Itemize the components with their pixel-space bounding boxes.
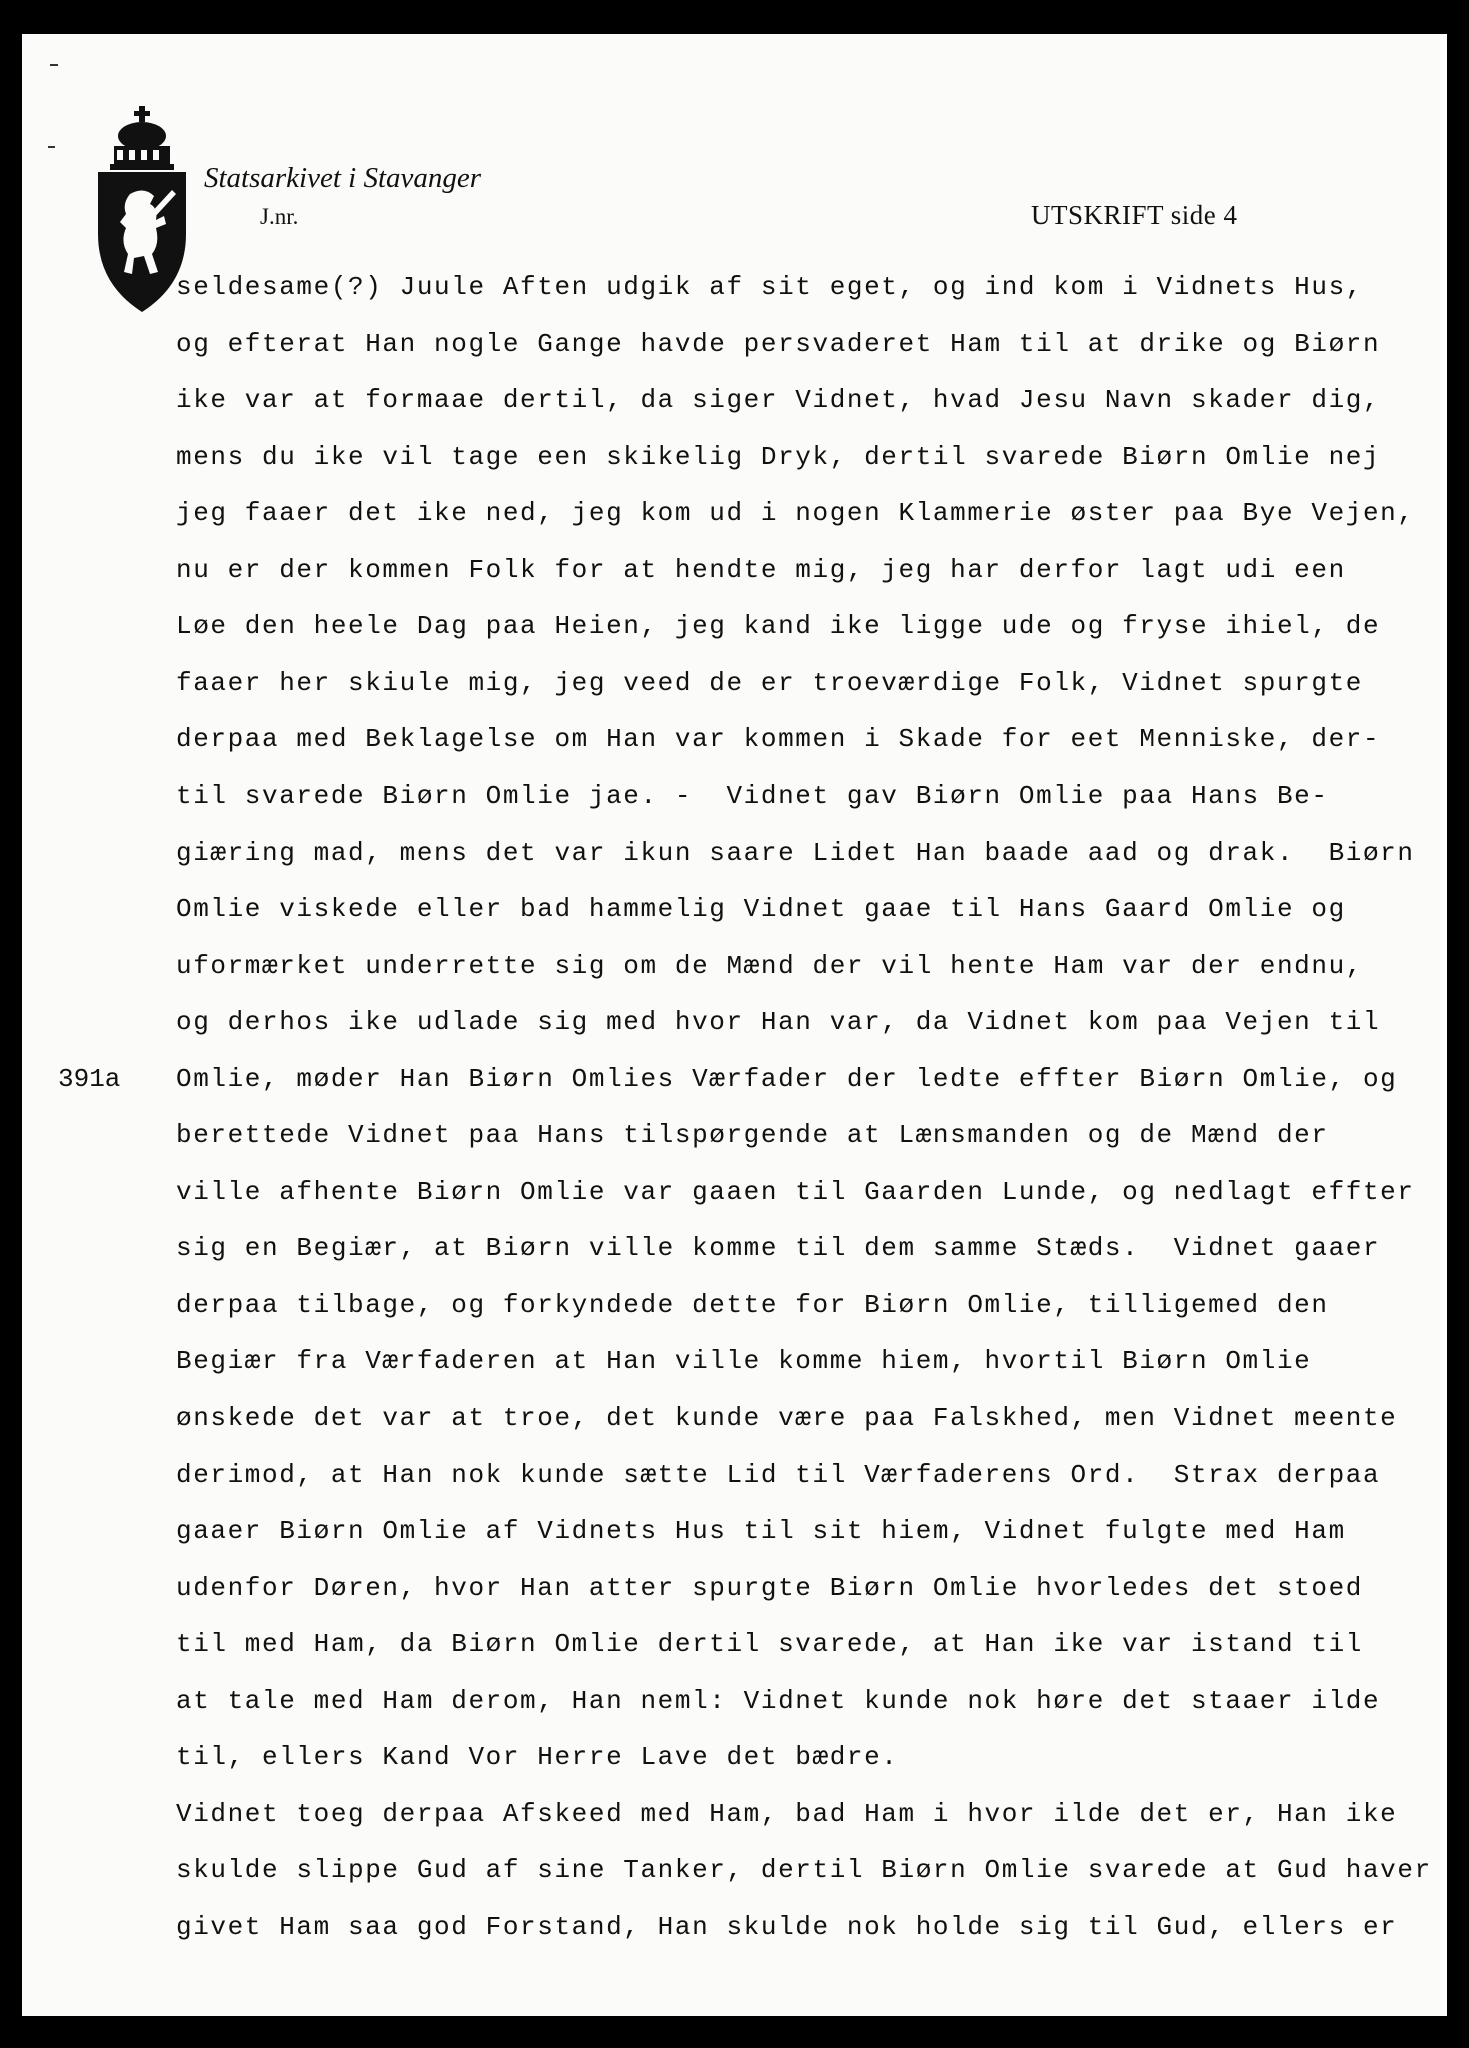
transcript-line: derpaa med Beklagelse om Han var kommen i Skade for eet Menniske, der- xyxy=(176,724,1381,755)
archive-name: Statsarkivet i Stavanger xyxy=(204,162,482,194)
transcript-line: givet Ham saa god Forstand, Han skulde nok holde sig til Gud, ellers er xyxy=(176,1911,1398,1942)
transcript-line: giæring mad, mens det var ikun saare Lidet Han baade aad og drak. Biørn xyxy=(176,837,1415,868)
transcript-line: til, ellers Kand Vor Herre Lave det bædre. xyxy=(176,1742,899,1773)
transcript-line: ville afhente Biørn Omlie var gaaen til Gaarden Lunde, og nedlagt effter xyxy=(176,1176,1415,1207)
page-speck xyxy=(50,64,58,66)
transcript-line: derpaa tilbage, og forkyndede dette for Biørn Omlie, tilligemed den xyxy=(176,1289,1329,1320)
margin-note: 391a xyxy=(58,1063,121,1094)
transcript-line: udenfor Døren, hvor Han atter spurgte Biørn Omlie hvorledes det stoed xyxy=(176,1572,1363,1603)
transcript-line: ønskede det var at troe, det kunde være paa Falskhed, men Vidnet meente xyxy=(176,1403,1398,1433)
transcript-line: faaer her skiule mig, jeg veed de er troeværdige Folk, Vidnet spurgte xyxy=(176,667,1363,698)
transcript-line: seldesame(?) Juule Aften udgik af sit eget, og ind kom i Vidnets Hus, xyxy=(176,272,1363,302)
transcript-line: skulde slippe Gud af sine Tanker, dertil Biørn Omlie svarede at Gud haver xyxy=(176,1855,1432,1886)
transcript-line: Omlie viskede eller bad hammelig Vidnet gaae til Hans Gaard Omlie og xyxy=(176,894,1346,925)
transcript-line: berettede Vidnet paa Hans tilspørgende at Lænsmanden og de Mænd der xyxy=(176,1120,1329,1151)
transcript-line: at tale med Ham derom, Han neml: Vidnet kunde nok høre det staaer ilde xyxy=(176,1685,1381,1716)
transcript-line: gaaer Biørn Omlie af Vidnets Hus til sit hiem, Vidnet fulgte med Ham xyxy=(176,1516,1346,1547)
transcript-line: ike var at formaae dertil, da siger Vidnet, hvad Jesu Navn skader dig, xyxy=(176,385,1381,416)
transcript-line: og efterat Han nogle Gange havde persvaderet Ham til at drike og Biørn xyxy=(176,328,1381,359)
transcript-line: sig en Begiær, at Biørn ville komme til dem samme Stæds. Vidnet gaaer xyxy=(176,1233,1381,1264)
transcript-line: til med Ham, da Biørn Omlie dertil svarede, at Han ike var istand til xyxy=(176,1629,1363,1660)
transcript-line: Begiær fra Værfaderen at Han ville komme hiem, hvortil Biørn Omlie xyxy=(176,1346,1312,1377)
transcript-line: Omlie, møder Han Biørn Omlies Værfader der ledte effter Biørn Omlie, og xyxy=(176,1063,1398,1094)
journal-number-label: J.nr. xyxy=(260,204,299,229)
transcript-line: jeg faaer det ike ned, jeg kom ud i nogen Klammerie øster paa Bye Vejen, xyxy=(176,498,1415,529)
transcript-line: derimod, at Han nok kunde sætte Lid til Værfaderens Ord. Strax derpaa xyxy=(176,1459,1381,1490)
page-indicator: UTSKRIFT side 4 xyxy=(1031,200,1238,230)
transcript-line: Løe den heele Dag paa Heien, jeg kand ike ligge ude og fryse ihiel, de xyxy=(176,611,1381,642)
transcript-line: Vidnet toeg derpaa Afskeed med Ham, bad Ham i hvor ilde det er, Han ike xyxy=(176,1798,1398,1829)
transcript-line: og derhos ike udlade sig med hvor Han var, da Vidnet kom paa Vejen til xyxy=(176,1007,1381,1038)
transcript-line: til svarede Biørn Omlie jae. - Vidnet gav Biørn Omlie paa Hans Be- xyxy=(176,780,1329,811)
document-page xyxy=(22,34,1447,2016)
transcript-line: uformærket underrette sig om de Mænd der vil hente Ham var der endnu, xyxy=(176,950,1363,981)
page-speck xyxy=(48,146,55,148)
transcript-line: mens du ike vil tage een skikelig Dryk, dertil svarede Biørn Omlie nej xyxy=(176,441,1381,472)
transcript-line: nu er der kommen Folk for at hendte mig, jeg har derfor lagt udi een xyxy=(176,554,1346,585)
